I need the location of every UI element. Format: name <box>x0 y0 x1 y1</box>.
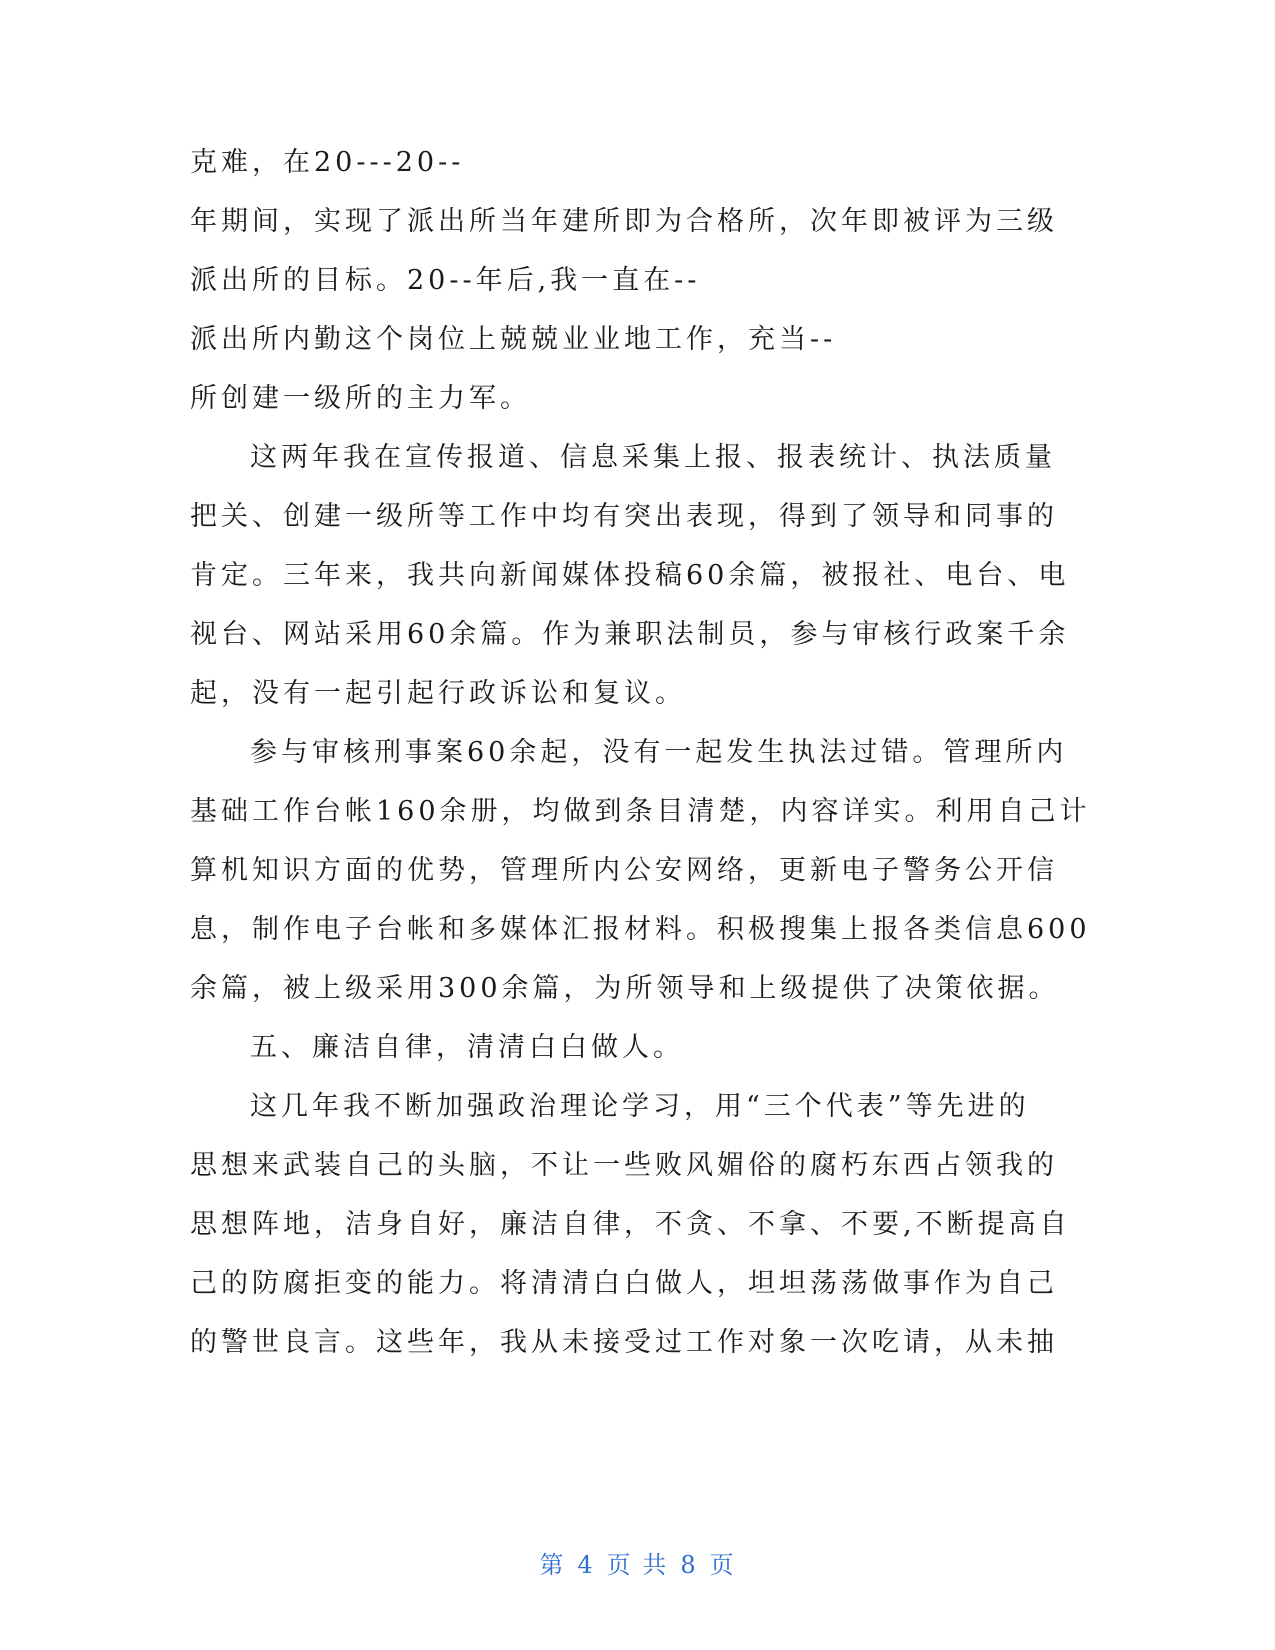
text-line: 把关、创建一级所等工作中均有突出表现，得到了领导和同事的 <box>190 501 1058 532</box>
section-heading: 五、廉洁自律，清清白白做人。 <box>250 1032 684 1063</box>
footer-suffix: 页 <box>709 1551 736 1579</box>
text-line: 的警世良言。这些年，我从未接受过工作对象一次吃请，从未抽 <box>190 1327 1058 1358</box>
footer-mid: 页 共 <box>606 1551 669 1579</box>
paragraph-first-line: 参与审核刑事案60余起，没有一起发生执法过错。管理所内 <box>250 737 1068 768</box>
footer-total-pages: 8 <box>680 1551 698 1579</box>
text-line: 息，制作电子台帐和多媒体汇报材料。积极搜集上报各类信息600 <box>190 914 1091 945</box>
page-footer <box>0 1550 1275 1580</box>
footer-current-page: 4 <box>577 1551 595 1579</box>
text-line: 视台、网站采用60余篇。作为兼职法制员，参与审核行政案千余 <box>190 619 1070 650</box>
text-line: 所创建一级所的主力军。 <box>190 383 531 414</box>
text-line: 己的防腐拒变的能力。将清清白白做人，坦坦荡荡做事作为自己 <box>190 1268 1058 1299</box>
text-line: 克难，在20---20-- <box>190 147 465 178</box>
text-line: 年期间，实现了派出所当年建所即为合格所，次年即被评为三级 <box>190 206 1058 237</box>
paragraph-first-line: 这两年我在宣传报道、信息采集上报、报表统计、执法质量 <box>250 442 1056 473</box>
footer-prefix: 第 <box>539 1551 566 1579</box>
text-line: 起，没有一起引起行政诉讼和复议。 <box>190 678 686 709</box>
paragraph-first-line: 这几年我不断加强政治理论学习，用“三个代表”等先进的 <box>250 1091 1030 1122</box>
text-line: 思想来武装自己的头脑，不让一些败风媚俗的腐朽东西占领我的 <box>190 1150 1058 1181</box>
text-line: 基础工作台帐160余册，均做到条目清楚，内容详实。利用自己计 <box>190 796 1091 827</box>
text-line: 余篇，被上级采用300余篇，为所领导和上级提供了决策依据。 <box>190 973 1060 1004</box>
text-line: 肯定。三年来，我共向新闻媒体投稿60余篇，被报社、电台、电 <box>190 560 1070 591</box>
text-line: 思想阵地，洁身自好，廉洁自律，不贪、不拿、不要,不断提高自 <box>190 1209 1071 1240</box>
text-line: 派出所的目标。20--年后,我一直在-- <box>190 265 701 296</box>
text-line: 派出所内勤这个岗位上兢兢业业地工作，充当-- <box>190 324 837 355</box>
text-line: 算机知识方面的优势，管理所内公安网络，更新电子警务公开信 <box>190 855 1058 886</box>
